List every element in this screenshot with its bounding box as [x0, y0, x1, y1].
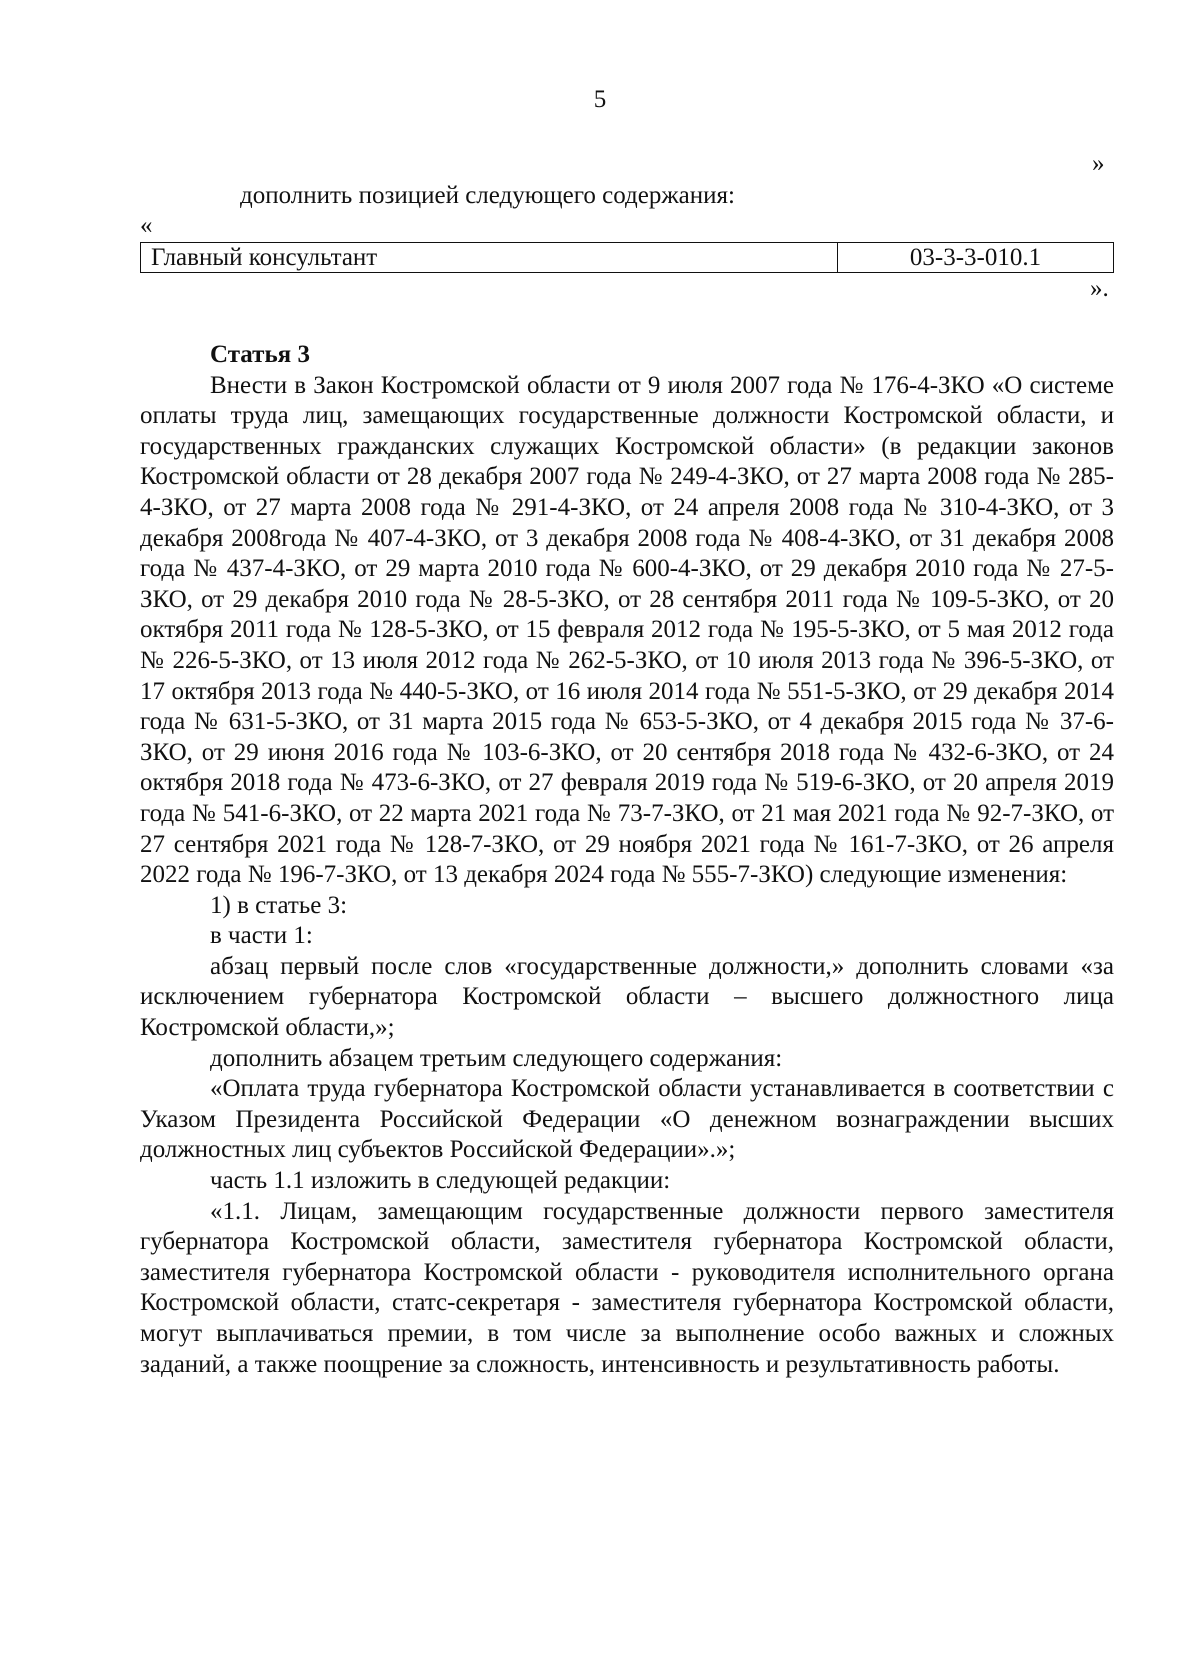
position-title-cell: Главный консультант	[141, 243, 838, 273]
position-code-cell: 03-3-3-010.1	[838, 243, 1114, 273]
article-paragraph: часть 1.1 изложить в следующей редакции:	[210, 1167, 671, 1195]
article-paragraph: дополнить абзацем третьим следующего содержания:	[210, 1044, 783, 1072]
page-number: 5	[593, 86, 607, 113]
article-paragraph: 1) в статье 3:	[210, 891, 348, 919]
closing-quote-table: ».	[1090, 275, 1109, 302]
position-table	[140, 242, 1114, 273]
opening-quote: «	[140, 212, 153, 239]
article-paragraph: абзац первый после слов «государственные должности,» дополнить словами «за исключением губернатора Костромской области – высшего должностного лица Костромской области,»;	[140, 952, 1114, 1042]
article-paragraph: «1.1. Лицам, замещающим государственные должности первого заместителя губернатора Костромской области, заместителя губернатора Костромской области, заместителя губернатора Костромской области - руководителя исполнительного органа Костромской области, статс-секретаря - заместителя губернатора Костромской области, могут выплачиваться премии, в том числе за выполнение особо важных и сложных заданий, а также поощрение за сложность, интенсивность и результативность работы.	[140, 1197, 1114, 1378]
intro-line: дополнить позицией следующего содержания:	[240, 182, 735, 209]
article-heading: Статья 3	[210, 341, 310, 368]
article-paragraph: в части 1:	[210, 922, 313, 950]
article-paragraph: «Оплата труда губернатора Костромской области устанавливается в соответствии с Указом Президента Российской Федерации «О денежном вознаграждении высших должностных лиц субъектов Российской Федерации».»;	[140, 1075, 1114, 1164]
closing-quote-top: »	[1092, 150, 1105, 177]
article-body	[140, 340, 1114, 1380]
article-paragraph: Внести в Закон Костромской области от 9 июля 2007 года № 176-4-ЗКО «О системе оплаты труда лиц, замещающих государственные должности Костромской области, и государственных гражданских служащих Костромской области» (в редакции законов Костромской области от 28 декабря 2007 года № 249-4-ЗКО, от 27 марта 2008 года № 285-4-ЗКО, от 27 марта 2008 года № 291-4-ЗКО, от 24 апреля 2008 года № 310-4-ЗКО, от 3 декабря 2008года № 407-4-ЗКО, от 3 декабря 2008 года № 408-4-ЗКО, от 31 декабря 2008 года № 437-4-ЗКО, от 29 марта 2010 года № 600-4-ЗКО, от 29 декабря 2010 года № 27-5-ЗКО, от 29 декабря 2010 года № 28-5-ЗКО, от 28 сентября 2011 года № 109-5-ЗКО, от 20 октября 2011 года № 128-5-ЗКО, от 15 февраля 2012 года № 195-5-ЗКО, от 5 мая 2012 года № 226-5-ЗКО, от 13 июля 2012 года № 262-5-ЗКО, от 10 июля 2013 года № 396-5-ЗКО, от 17 октября 2013 года № 440-5-ЗКО, от 16 июля 2014 года № 551-5-ЗКО, от 29 декабря 2014 года № 631-5-ЗКО, от 31 марта 2015 года № 653-5-ЗКО, от 4 декабря 2015 года № 37-6-ЗКО, от 29 июня 2016 года № 103-6-ЗКО, от 20 сентября 2018 года № 432-6-ЗКО, от 24 октября 2018 года № 473-6-ЗКО, от 27 февраля 2019 года № 519-6-ЗКО, от 20 апреля 2019 года № 541-6-ЗКО, от 22 марта 2021 года № 73-7-ЗКО, от 21 мая 2021 года № 92-7-ЗКО, от 27 сентября 2021 года № 128-7-ЗКО, от 29 ноября 2021 года № 161-7-ЗКО, от 26 апреля 2022 года № 196-7-ЗКО, от 13 декабря 2024 года № 555-7-ЗКО) следующие изменения:	[140, 371, 1114, 889]
table-row	[141, 243, 1114, 273]
